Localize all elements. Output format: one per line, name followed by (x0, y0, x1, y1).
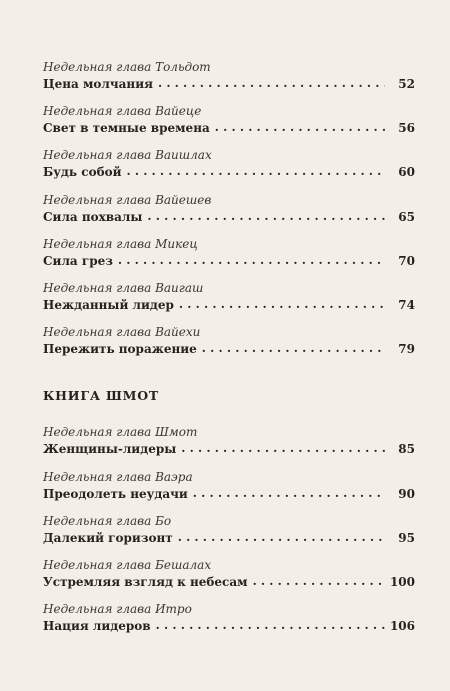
chapter-title: Свет в темные времена (43, 121, 210, 136)
toc-entry (43, 147, 415, 191)
dot-leader (193, 485, 385, 501)
chapter-title: Нация лидеров (43, 619, 151, 634)
parasha-label: Недельная глава Ваигаш (43, 280, 204, 295)
page-number: 106 (389, 619, 415, 634)
toc-line (43, 441, 415, 457)
book-heading: КНИГА ШМОТ (43, 388, 160, 404)
toc-entry (43, 280, 415, 324)
toc-line (43, 209, 415, 225)
parasha-label: Недельная глава Ваишлах (43, 148, 212, 163)
toc-entry (43, 236, 415, 280)
toc-line (43, 486, 415, 502)
dot-leader (202, 340, 385, 356)
parasha-label: Недельная глава Бешалах (43, 557, 212, 572)
toc-entry (43, 513, 415, 557)
dot-leader (147, 208, 385, 224)
page-number: 56 (398, 121, 415, 136)
chapter-title: Устремляя взгляд к небесам (43, 574, 248, 589)
page-number: 60 (398, 165, 415, 180)
toc-line (43, 120, 415, 136)
dot-leader (253, 573, 385, 589)
page-number: 85 (398, 442, 415, 457)
toc-entry (43, 601, 415, 645)
page-number: 65 (398, 209, 415, 224)
chapter-title: Сила грез (43, 253, 113, 268)
toc-entry (43, 424, 415, 468)
toc-line (43, 76, 415, 92)
dot-leader (118, 252, 385, 268)
dot-leader (156, 617, 385, 633)
chapter-title: Женщины-лидеры (43, 442, 177, 457)
parasha-label: Недельная глава Микец (43, 236, 198, 251)
chapter-title: Сила похвалы (43, 209, 143, 224)
toc-entry (43, 192, 415, 236)
dot-leader (178, 529, 385, 545)
chapter-title: Будь собой (43, 165, 122, 180)
dot-leader (215, 119, 385, 135)
parasha-label: Недельная глава Итро (43, 602, 192, 617)
dot-leader (181, 440, 385, 456)
dot-leader (126, 163, 385, 179)
toc-line (43, 530, 415, 546)
table-of-contents (43, 59, 415, 645)
toc-entry (43, 59, 415, 103)
chapter-title: Далекий горизонт (43, 530, 173, 545)
dot-leader (158, 75, 385, 91)
page-number: 95 (398, 530, 415, 545)
page-number: 52 (398, 77, 415, 91)
toc-line (43, 341, 415, 357)
toc-entry (43, 469, 415, 513)
page-number: 100 (389, 574, 415, 589)
page-number: 70 (398, 253, 415, 268)
chapter-title: Цена молчания (43, 77, 153, 91)
page-number: 79 (398, 342, 415, 357)
parasha-label: Недельная глава Шмот (43, 425, 198, 440)
parasha-label: Недельная глава Бо (43, 513, 172, 528)
toc-line (43, 618, 415, 634)
toc-line (43, 297, 415, 313)
page-number: 90 (398, 486, 415, 501)
toc-line (43, 253, 415, 269)
parasha-label: Недельная глава Вайешев (43, 192, 212, 207)
toc-entry (43, 103, 415, 147)
toc-entry (43, 557, 415, 601)
toc-line (43, 164, 415, 180)
parasha-label: Недельная глава Тольдот (43, 60, 211, 74)
parasha-label: Недельная глава Вайеце (43, 104, 202, 119)
parasha-label: Недельная глава Вайехи (43, 325, 201, 340)
toc-line (43, 574, 415, 590)
parasha-label: Недельная глава Ваэра (43, 469, 193, 484)
dot-leader (179, 296, 385, 312)
chapter-title: Преодолеть неудачи (43, 486, 188, 501)
chapter-title: Нежданный лидер (43, 297, 174, 312)
chapter-title: Пережить поражение (43, 342, 197, 357)
page-number: 74 (398, 297, 415, 312)
toc-entry (43, 324, 415, 368)
